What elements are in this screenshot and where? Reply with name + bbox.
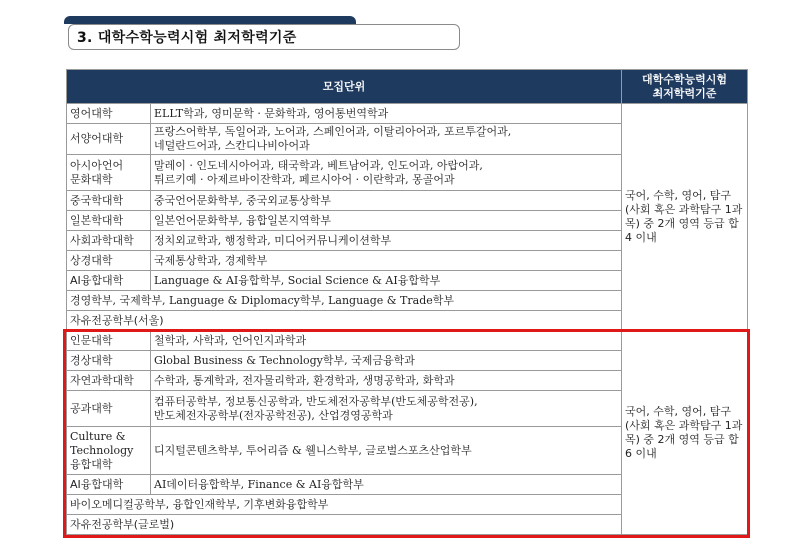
criteria-group-2: 국어, 수학, 영어, 탐구(사회 혹은 과학탐구 1과목) 중 2개 영역 등급 합 6 이내 — [622, 331, 748, 535]
college-name: 일본학대학 — [67, 211, 151, 231]
college-name: 공과대학 — [67, 391, 151, 427]
college-name: AI융합대학 — [67, 271, 151, 291]
department-list: 수학과, 통계학과, 전자물리학과, 환경학과, 생명공학과, 화학과 — [151, 371, 622, 391]
header-criteria — [622, 70, 748, 104]
college-name: 자연과학대학 — [67, 371, 151, 391]
department-list: 일본언어문화학부, 융합일본지역학부 — [151, 211, 622, 231]
college-name-line: 융합대학 — [70, 457, 113, 471]
table-row — [67, 331, 748, 351]
department-list: 정치외교학과, 행정학과, 미디어커뮤니케이션학부 — [151, 231, 622, 251]
college-name — [67, 155, 151, 191]
department-line: 프랑스어학부, 독일어과, 노어과, 스페인어과, 이탈리아어과, 포르투갈어과, — [154, 125, 512, 138]
department-list-wide: 자유전공학부(서울) — [67, 311, 622, 331]
college-name: AI융합대학 — [67, 475, 151, 495]
college-name-line: Culture & — [70, 429, 126, 443]
college-name: 영어대학 — [67, 104, 151, 124]
college-name: 서양어대학 — [67, 124, 151, 155]
department-list — [151, 124, 622, 155]
college-name — [67, 427, 151, 475]
college-name: 중국학대학 — [67, 191, 151, 211]
criteria-group-1: 국어, 수학, 영어, 탐구(사회 혹은 과학탐구 1과목) 중 2개 영역 등급 합 4 이내 — [622, 104, 748, 331]
college-name: 상경대학 — [67, 251, 151, 271]
section-heading-bar — [64, 16, 356, 24]
department-list-wide: 경영학부, 국제학부, Language & Diplomacy학부, Language & Trade학부 — [67, 291, 622, 311]
college-name: 경상대학 — [67, 351, 151, 371]
department-list — [151, 391, 622, 427]
header-criteria-line: 대학수학능력시험 — [642, 72, 728, 86]
department-list: 국제통상학과, 경제학부 — [151, 251, 622, 271]
college-name-line: 문화대학 — [70, 172, 113, 186]
college-name-line: Technology — [70, 443, 134, 457]
header-recruitment-unit: 모집단위 — [67, 70, 622, 104]
department-list: 디지털콘텐츠학부, 투어리즘 & 웰니스학부, 글로벌스포츠산업학부 — [151, 427, 622, 475]
department-line: 반도체전자공학부(전자공학전공), 산업경영공학과 — [154, 408, 393, 422]
section-title: 3. 대학수학능력시험 최저학력기준 — [77, 30, 297, 46]
college-name: 사회과학대학 — [67, 231, 151, 251]
department-list-wide: 바이오메디컬공학부, 융합인재학부, 기후변화융합학부 — [67, 495, 622, 515]
department-list: Global Business & Technology학부, 국제금융학과 — [151, 351, 622, 371]
section-heading-box — [68, 24, 460, 50]
table-row — [67, 104, 748, 124]
college-name: 인문대학 — [67, 331, 151, 351]
department-line: 네덜란드어과, 스칸디나비아어과 — [154, 139, 310, 152]
department-list: 철학과, 사학과, 언어인지과학과 — [151, 331, 622, 351]
criteria-table — [66, 69, 748, 535]
department-line: 말레이 · 인도네시아어과, 태국학과, 베트남어과, 인도어과, 아랍어과, — [154, 158, 483, 172]
department-list — [151, 155, 622, 191]
department-line: 튀르키예 · 아제르바이잔학과, 페르시아어 · 이란학과, 몽골어과 — [154, 172, 455, 186]
department-list: Language & AI융합학부, Social Science & AI융합학부 — [151, 271, 622, 291]
header-criteria-line: 최저학력기준 — [652, 86, 717, 100]
college-name-line: 아시아언어 — [70, 158, 124, 172]
department-list: AI데이터융합학부, Finance & AI융합학부 — [151, 475, 622, 495]
department-list: 중국언어문화학부, 중국외교통상학부 — [151, 191, 622, 211]
department-list-wide: 자유전공학부(글로벌) — [67, 515, 622, 535]
department-line: 컴퓨터공학부, 정보통신공학과, 반도체전자공학부(반도체공학전공), — [154, 394, 478, 408]
department-list: ELLT학과, 영미문학 · 문화학과, 영어통번역학과 — [151, 104, 622, 124]
